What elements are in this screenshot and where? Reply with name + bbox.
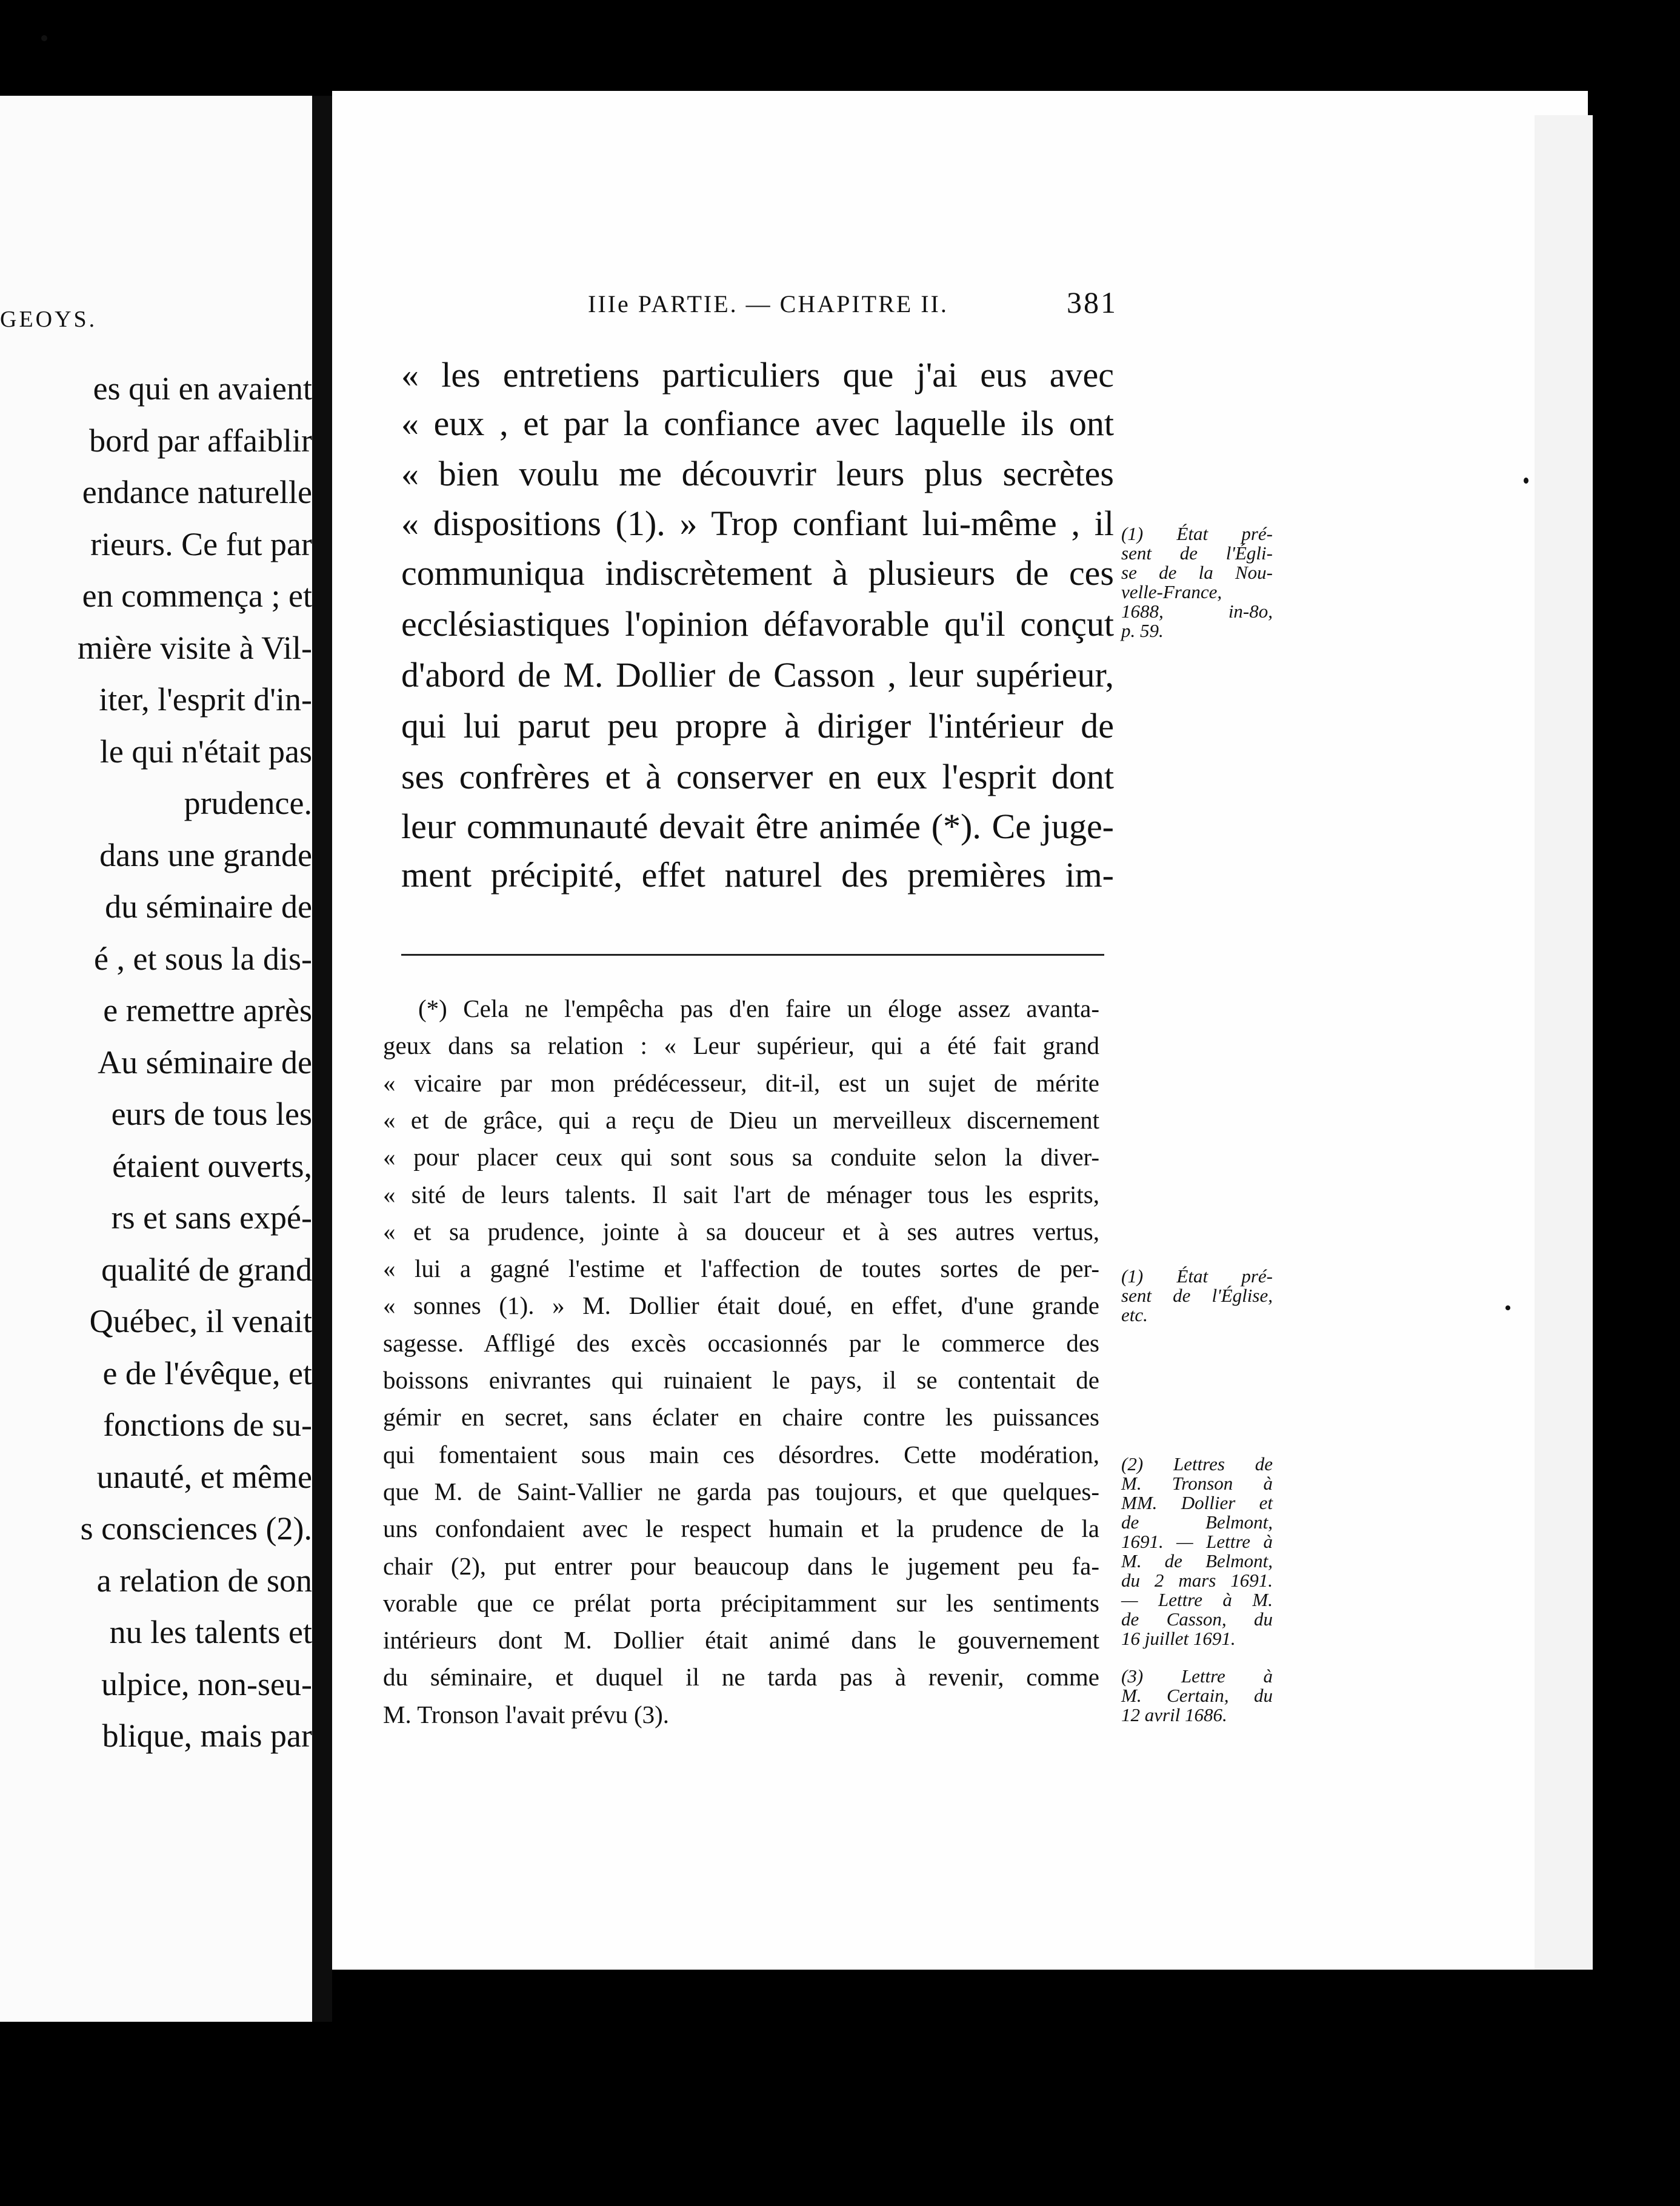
left-text-line: étaient ouverts, — [112, 1147, 312, 1184]
body-text-line: communiqua indiscrètement à plusieurs de ces — [401, 553, 1114, 593]
footnote-rule — [401, 954, 1104, 956]
footnote-line: « pour placer ceux qui sont sous sa conduite selon la diver- — [383, 1143, 1099, 1171]
margin-note — [1121, 524, 1273, 641]
footnote-line: du séminaire, et duquel il ne tarda pas à revenir, comme — [383, 1663, 1099, 1691]
margin-note-line: se de la Nou- — [1121, 562, 1273, 583]
left-text-line: nu les talents et — [109, 1614, 312, 1650]
left-text-line: e remettre après — [103, 992, 312, 1028]
footnote-line: que M. de Saint-Vallier ne garda pas toujours, et que quelques- — [383, 1477, 1099, 1505]
margin-note-line: 1688, in-8o, — [1121, 601, 1273, 622]
margin-note-line: M. Certain, du — [1121, 1685, 1273, 1706]
running-head: IIIe PARTIE. — CHAPITRE II. — [588, 290, 948, 318]
margin-note — [1121, 1267, 1273, 1325]
footnote-line: « et sa prudence, jointe à sa douceur et à ses autres vertus, — [383, 1217, 1099, 1245]
margin-note-line: M. de Belmont, — [1121, 1550, 1273, 1571]
left-text-line: eurs de tous les — [111, 1096, 312, 1132]
left-text-line: dans une grande — [99, 836, 312, 873]
margin-note-line: velle-France, — [1121, 581, 1222, 602]
left-text-line: fonctions de su- — [103, 1407, 312, 1443]
left-text-line: Au séminaire de — [98, 1044, 312, 1081]
left-text-line: blique, mais par — [102, 1718, 312, 1754]
body-text-line: leur communauté devait être animée (*). Ce juge- — [401, 807, 1114, 846]
body-text-line: ses confrères et à conserver en eux l'esprit dont — [401, 757, 1114, 796]
left-text-line: unauté, et même — [96, 1458, 312, 1495]
left-text-line: mière visite à Vil- — [77, 629, 312, 666]
margin-note-line: sent de l'Égli- — [1121, 542, 1273, 564]
margin-note-line: du 2 mars 1691. — [1121, 1570, 1273, 1591]
footnote-line: (*) Cela ne l'empêcha pas d'en faire un éloge assez avanta- — [418, 995, 1099, 1022]
body-text-line: « dispositions (1). » Trop confiant lui-même , il — [401, 504, 1114, 543]
footnote-line: geux dans sa relation : « Leur supérieur, qui a été fait grand — [383, 1031, 1099, 1060]
scan-speck — [41, 35, 47, 41]
footnote-line: qui fomentaient sous main ces désordres. Cette modération, — [383, 1440, 1099, 1468]
left-text-line: ulpice, non-seu- — [101, 1665, 312, 1702]
footnote-line: intérieurs dont M. Dollier était animé dans le gouvernement — [383, 1626, 1099, 1654]
body-text-line: « bien voulu me découvrir leurs plus secrètes — [401, 454, 1114, 493]
footnote-line: boissons enivrantes qui ruinaient le pays, il se contentait de — [383, 1366, 1099, 1394]
margin-note-line: 12 avril 1686. — [1121, 1704, 1227, 1725]
margin-note-line: MM. Dollier et — [1121, 1492, 1273, 1513]
left-text-line: Québec, il venait — [89, 1303, 312, 1339]
margin-note — [1121, 1455, 1273, 1648]
left-text-line: en commença ; et — [82, 578, 312, 614]
footnote-line: M. Tronson l'avait prévu (3). — [383, 1700, 670, 1728]
footnote-line: vorable que ce prélat porta précipitamment sur les sentiments — [383, 1588, 1099, 1617]
footnote-line: gémir en secret, sans éclater en chaire contre les puissances — [383, 1403, 1099, 1431]
footnote-line: « sité de leurs talents. Il sait l'art de ménager tous les esprits, — [383, 1180, 1099, 1208]
body-text-line: « eux , et par la confiance avec laquelle ils ont — [401, 404, 1114, 443]
left-text-line: s consciences (2). — [80, 1510, 312, 1547]
left-text-line: du séminaire de — [105, 888, 312, 925]
footnote-line: chair (2), put entrer pour beaucoup dans le jugement peu fa- — [383, 1551, 1099, 1580]
footnote-line: sagesse. Affligé des excès occasionnés par le commerce des — [383, 1328, 1099, 1357]
left-text-line: é , et sous la dis- — [94, 940, 312, 977]
left-text-line: iter, l'esprit d'in- — [99, 681, 312, 718]
scan-speck — [1524, 478, 1528, 484]
body-text-line: ment précipité, effet naturel des premières im- — [401, 855, 1114, 895]
body-text-line: « les entretiens particuliers que j'ai eus avec — [401, 355, 1114, 395]
footnote-line: « et de grâce, qui a reçu de Dieu un merveilleux discernement — [383, 1105, 1099, 1134]
footnote-line: « sonnes (1). » M. Dollier était doué, en effet, d'une grande — [383, 1291, 1099, 1320]
left-text-line: le qui n'était pas — [99, 733, 312, 770]
page-number: 381 — [1067, 285, 1118, 319]
margin-note-line: (2) Lettres de — [1121, 1453, 1273, 1475]
margin-note-line: de Casson, du — [1121, 1608, 1273, 1630]
body-text-line: ecclésiastiques l'opinion défavorable qu'il conçut — [401, 604, 1114, 644]
margin-note-line: (3) Lettre à — [1121, 1665, 1273, 1687]
margin-note-line: sent de l'Église, — [1121, 1285, 1273, 1306]
left-text-line: es qui en avaient — [93, 370, 312, 407]
margin-note-line: M. Tronson à — [1121, 1473, 1273, 1494]
margin-note-line: de Belmont, — [1121, 1511, 1273, 1533]
book-gutter — [312, 96, 332, 2022]
scan-speck — [1505, 1305, 1510, 1310]
margin-note-line: 1691. — Lettre à — [1121, 1531, 1273, 1552]
left-text-line: a relation de son — [96, 1562, 312, 1599]
footnote-line: « vicaire par mon prédécesseur, dit-il, est un sujet de mérite — [383, 1068, 1099, 1097]
left-text-line: prudence. — [184, 785, 312, 821]
left-text-line: endance naturelle — [82, 474, 312, 510]
margin-note — [1121, 1667, 1273, 1725]
margin-note-line: 16 juillet 1691. — [1121, 1628, 1236, 1649]
footnote-line: « lui a gagné l'estime et l'affection de toutes sortes de per- — [383, 1255, 1099, 1283]
margin-note-line: — Lettre à M. — [1121, 1589, 1273, 1610]
left-text-line: bord par affaiblir — [89, 422, 312, 459]
left-running-head: GEOYS. — [0, 307, 98, 332]
margin-note-line: (1) État pré- — [1121, 523, 1273, 544]
left-text-line: qualité de grand — [101, 1251, 312, 1288]
body-text-line: d'abord de M. Dollier de Casson , leur supérieur, — [401, 655, 1114, 695]
left-text-line: rs et sans expé- — [111, 1199, 312, 1236]
margin-note-line: (1) État pré- — [1121, 1265, 1273, 1287]
left-text-line: rieurs. Ce fut par — [90, 525, 312, 562]
page-edge-shadow — [1535, 115, 1593, 1970]
footnote-line: uns confondaient avec le respect humain et la prudence de la — [383, 1515, 1099, 1543]
left-text-line: e de l'évêque, et — [102, 1355, 312, 1391]
margin-note-line: etc. — [1121, 1304, 1148, 1325]
margin-note-line: p. 59. — [1121, 620, 1164, 641]
body-text-line: qui lui parut peu propre à diriger l'intérieur de — [401, 706, 1114, 745]
